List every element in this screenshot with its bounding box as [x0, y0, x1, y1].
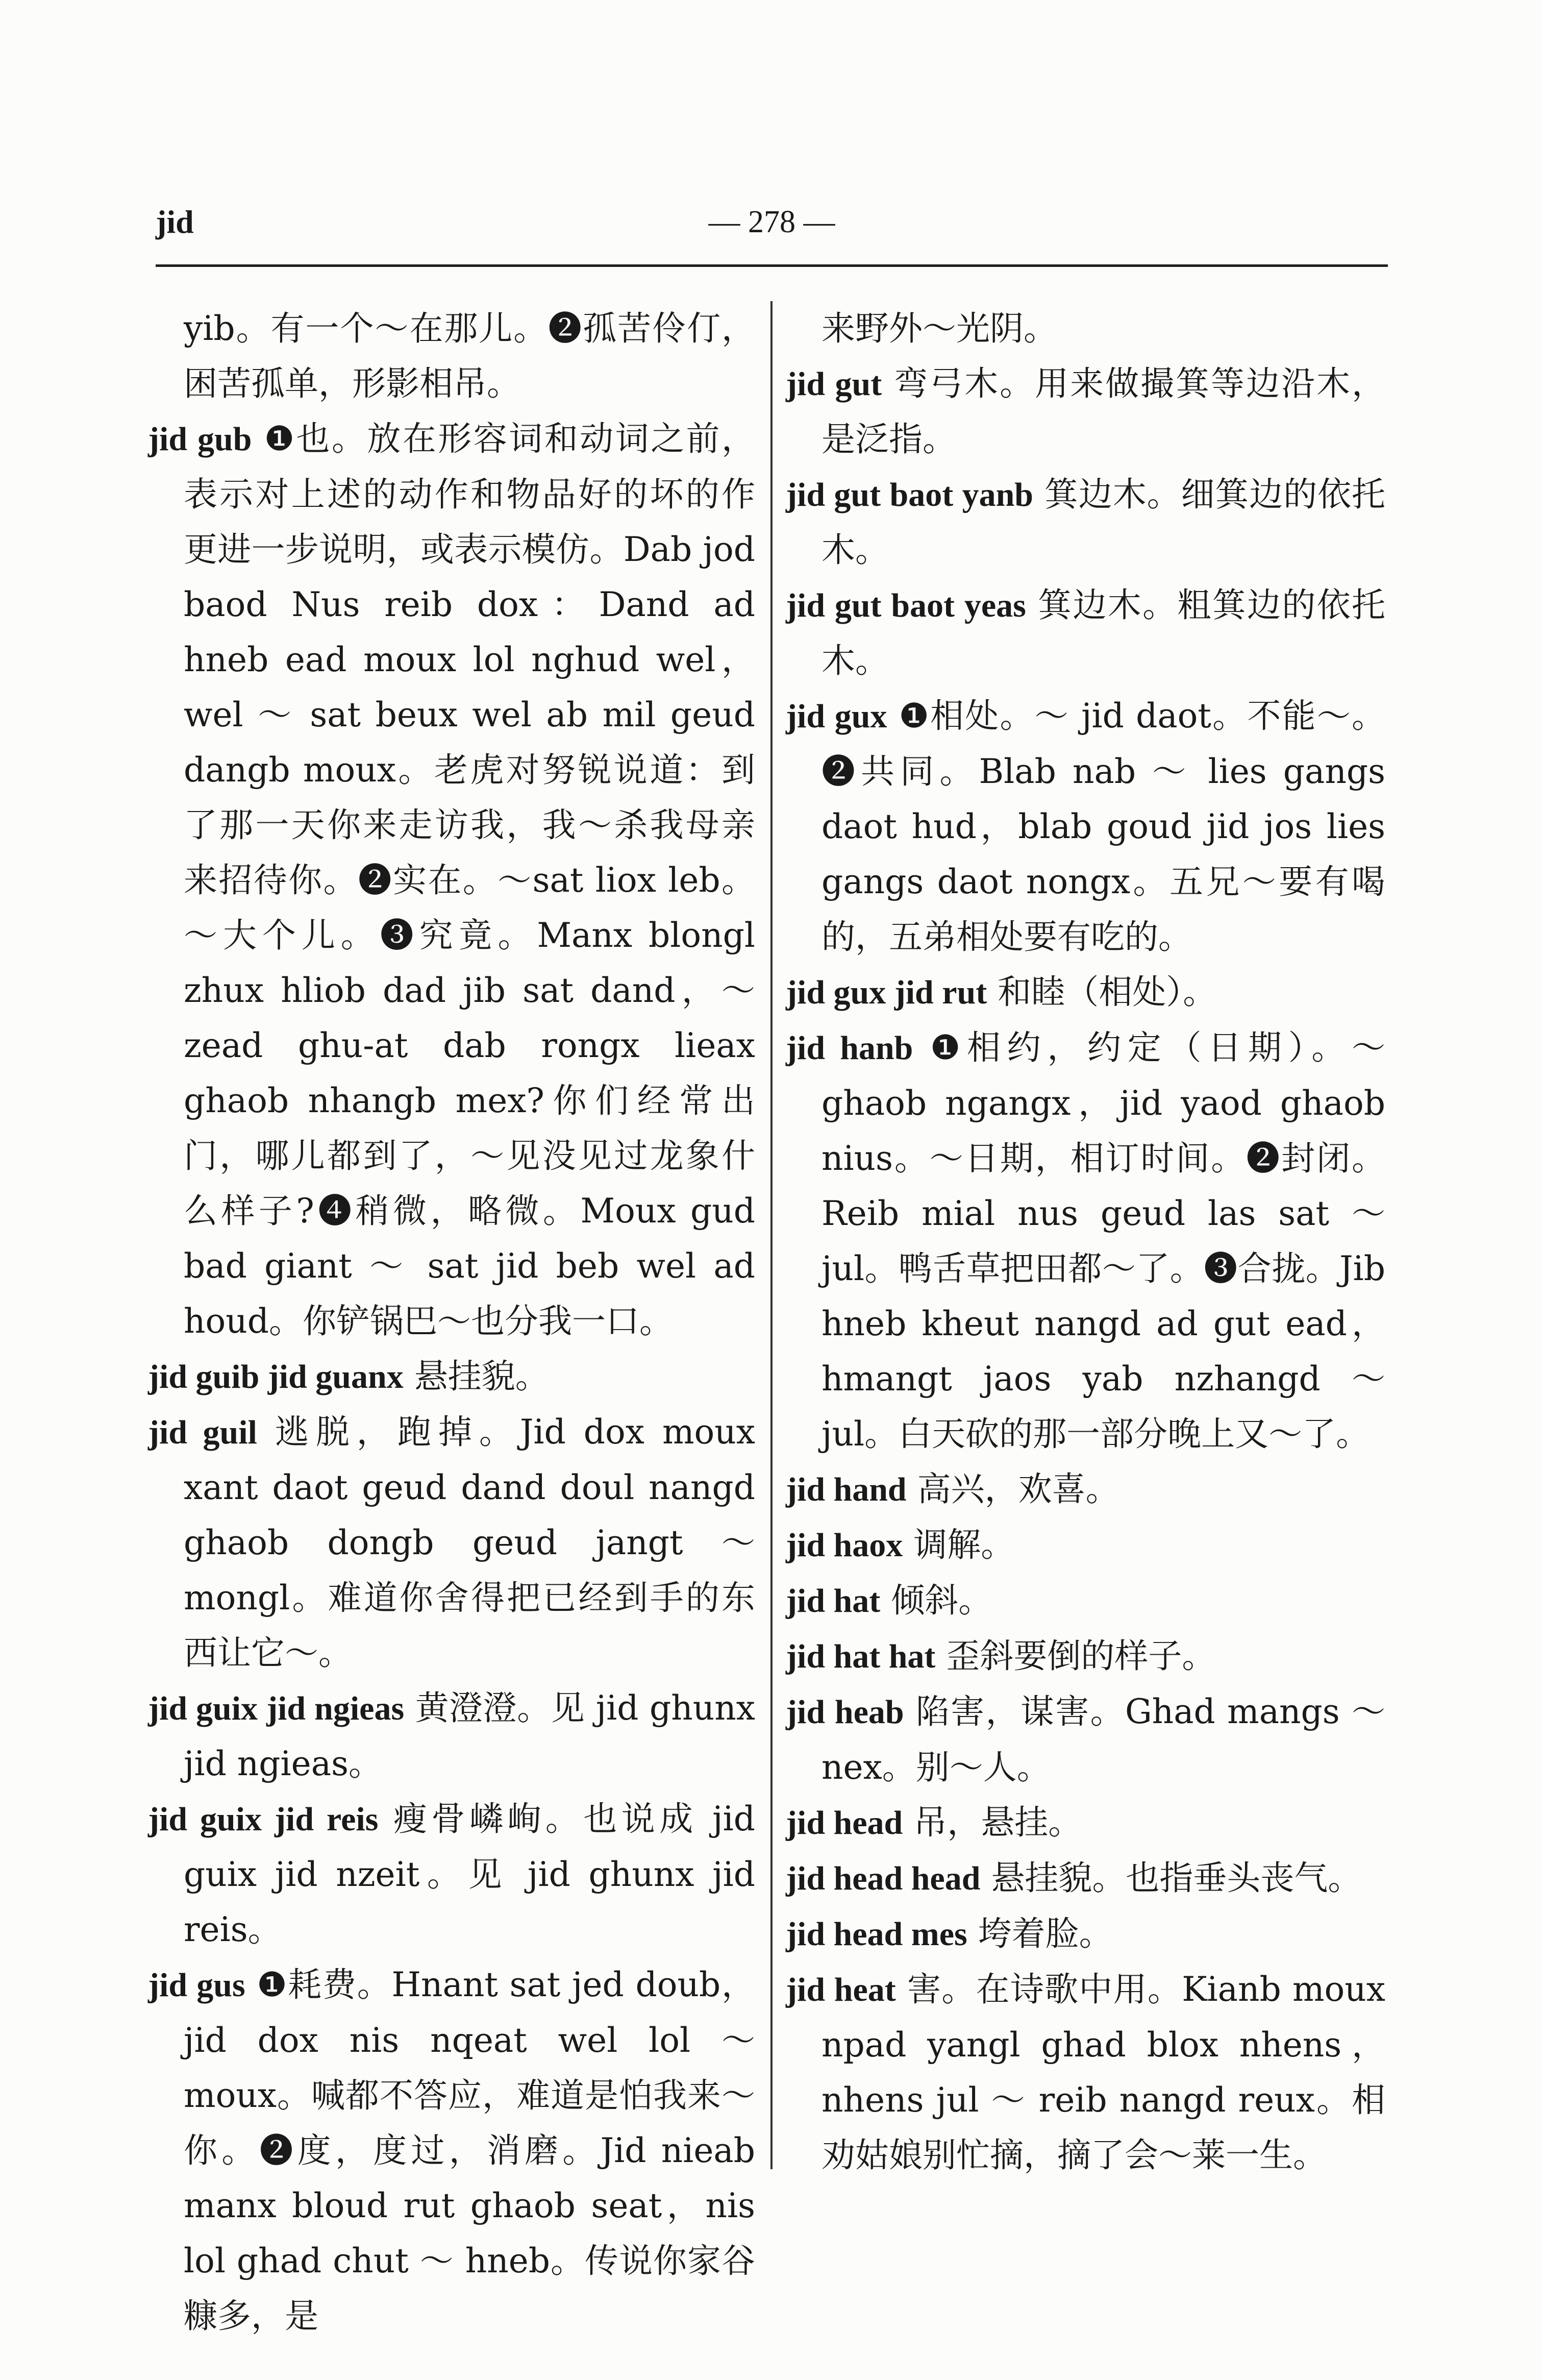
dictionary-entry	[786, 965, 1385, 1020]
entry-definition: 箕边木。细箕边的依托木。	[822, 475, 1386, 570]
entry-headword: jid gux	[786, 698, 887, 735]
right-column	[786, 301, 1386, 2175]
entry-headword: jid head mes	[786, 1916, 967, 1953]
entry-definition: 歪斜要倒的样子。	[946, 1636, 1216, 1676]
entry-headword: jid hanb	[786, 1029, 913, 1067]
entry-headword: jid head	[786, 1804, 903, 1842]
dictionary-entry	[786, 1517, 1385, 1573]
entry-headword: jid guil	[148, 1414, 257, 1451]
dictionary-entry	[148, 1681, 755, 1792]
entry-definition: 来野外～光阴。	[822, 309, 1057, 348]
dictionary-entry	[786, 1795, 1385, 1851]
guide-word: jid	[156, 204, 194, 240]
entry-definition: 弯弓木。用来做撮箕等边沿木，是泛指。	[822, 364, 1385, 459]
entry-headword: jid haox	[786, 1527, 903, 1564]
header-rule	[156, 264, 1388, 267]
entry-headword: jid hat	[786, 1582, 881, 1620]
dictionary-entry	[786, 578, 1385, 689]
column-divider	[770, 301, 773, 2169]
dictionary-entry	[786, 689, 1385, 965]
dictionary-entry	[786, 1684, 1385, 1795]
dictionary-entry	[148, 301, 755, 411]
entry-definition: 害。在诗歌中用。Kianb moux npad yangl ghad blox nhens，nhens jul ～ reib nangd reux。相劝姑娘别忙摘，摘了会～莱一生。	[822, 1970, 1386, 2175]
dictionary-entry	[786, 467, 1385, 578]
entry-headword: jid gut baot yeas	[786, 587, 1026, 624]
entry-definition: 倾斜。	[891, 1581, 992, 1620]
dictionary-entry	[148, 1405, 755, 1681]
entry-headword: jid gus	[148, 1967, 245, 2004]
page-number: — 278 —	[708, 205, 835, 239]
entry-definition: ❶也。放在形容词和动词之前，表示对上述的动作和物品好的坏的作更进一步说明，或表示模仿。Dab jod baod Nus reib dox：Dand ad hneb ead moux lol nghud wel，wel ～ sat beux wel ab mil geud dangb moux。老虎对努锐说道：到了那一天你来走访我，我～杀我母亲来招待你。❷实在。～sat liox leb。～大个儿。❸究竟。Manx blongl zhux hliob dad jib sat dand，～ zead ghu-at dab rongx lieax ghaob nhangb mex?你们经常出门，哪儿都到了，～见没见过龙象什么样子?❹稍微，略微。Moux gud bad giant ～ sat jid beb wel ad houd。你铲锅巴～也分我一口。	[184, 419, 756, 1341]
entry-headword: jid head head	[786, 1860, 981, 1897]
entry-definition: 黄澄澄。见 jid ghunx jid ngieas。	[184, 1688, 756, 1783]
entry-definition: 箕边木。粗箕边的依托木。	[822, 585, 1386, 680]
entry-definition: 垮着脸。	[978, 1914, 1113, 1953]
entry-headword: jid gub	[148, 421, 252, 458]
dictionary-entry	[786, 1573, 1385, 1629]
entry-headword: jid gut baot yanb	[786, 476, 1034, 513]
entry-definition: 和睦（相处）。	[998, 972, 1217, 1012]
dictionary-entry	[148, 1957, 755, 2344]
entry-headword: jid hand	[786, 1471, 907, 1508]
dictionary-entry	[786, 1629, 1385, 1684]
entry-definition: ❶相约，约定（日期）。～ ghaob ngangx，jid yaod ghaob nius。～日期，相订时间。❷封闭。Reib mial nus geud las sat ～ jul。鸭舌草把田都～了。❸合拢。Jib hneb kheut nangd ad gut ead，hmangt jaos yab nzhangd ～ jul。白天砍的那一部分晚上又～了。	[822, 1028, 1386, 1454]
entry-headword: jid heat	[786, 1971, 896, 2008]
dictionary-entry	[786, 1020, 1385, 1462]
entry-definition: 吊，悬挂。	[913, 1803, 1082, 1842]
entry-definition: ❶耗费。Hnant sat jed doub，jid dox nis nqeat wel lol ～ moux。喊都不答应，难道是怕我来～你。❷度，度过，消磨。Jid nieab manx bloud rut ghaob seat，nis lol ghad chut ～ hneb。传说你家谷糠多，是	[184, 1965, 755, 2336]
entry-headword: jid guib jid guanx	[148, 1358, 404, 1395]
dictionary-entry	[786, 1462, 1385, 1517]
entry-definition: ❶相处。～ jid daot。不能～。❷共同。Blab nab ～ lies gangs daot hud，blab goud jid jos lies gangs daot nongx。五兄～要有喝的，五弟相处要有吃的。	[822, 696, 1386, 956]
entry-headword: jid gux jid rut	[786, 974, 987, 1011]
entry-definition: 瘦骨嶙峋。也说成 jid guix jid nzeit。见 jid ghunx jid reis。	[184, 1799, 755, 1949]
entry-definition: 悬挂貌。	[414, 1357, 549, 1396]
entry-definition: 陷害，谋害。Ghad mangs ～ nex。别～人。	[822, 1692, 1385, 1787]
left-column	[148, 301, 756, 2336]
dictionary-entry	[148, 411, 755, 1349]
dictionary-entry	[786, 301, 1385, 356]
entry-definition: yib。有一个～在那儿。❷孤苦伶仃，困苦孤单，形影相吊。	[184, 309, 755, 403]
dictionary-entry	[148, 1349, 755, 1405]
entry-headword: jid gut	[786, 365, 882, 403]
dictionary-entry	[148, 1792, 755, 1957]
entry-headword: jid heab	[786, 1694, 904, 1731]
entry-definition: 逃脱，跑掉。Jid dox moux xant daot geud dand doul nangd ghaob dongb geud jangt ～ mongl。难道你舍得把已经到手的东西让它～。	[184, 1412, 756, 1673]
dictionary-entry	[786, 1906, 1385, 1962]
entry-definition: 调解。	[913, 1525, 1015, 1564]
entry-definition: 悬挂貌。也指垂头丧气。	[991, 1858, 1362, 1898]
dictionary-entry	[786, 356, 1385, 467]
entry-headword: jid hat hat	[786, 1638, 936, 1675]
dictionary-entry	[786, 1851, 1385, 1906]
entry-headword: jid guix jid reis	[148, 1801, 379, 1838]
entry-definition: 高兴，欢喜。	[917, 1469, 1119, 1509]
entry-headword: jid guix jid ngieas	[148, 1690, 405, 1727]
dictionary-entry	[786, 1962, 1385, 2183]
page-header	[156, 202, 1388, 263]
